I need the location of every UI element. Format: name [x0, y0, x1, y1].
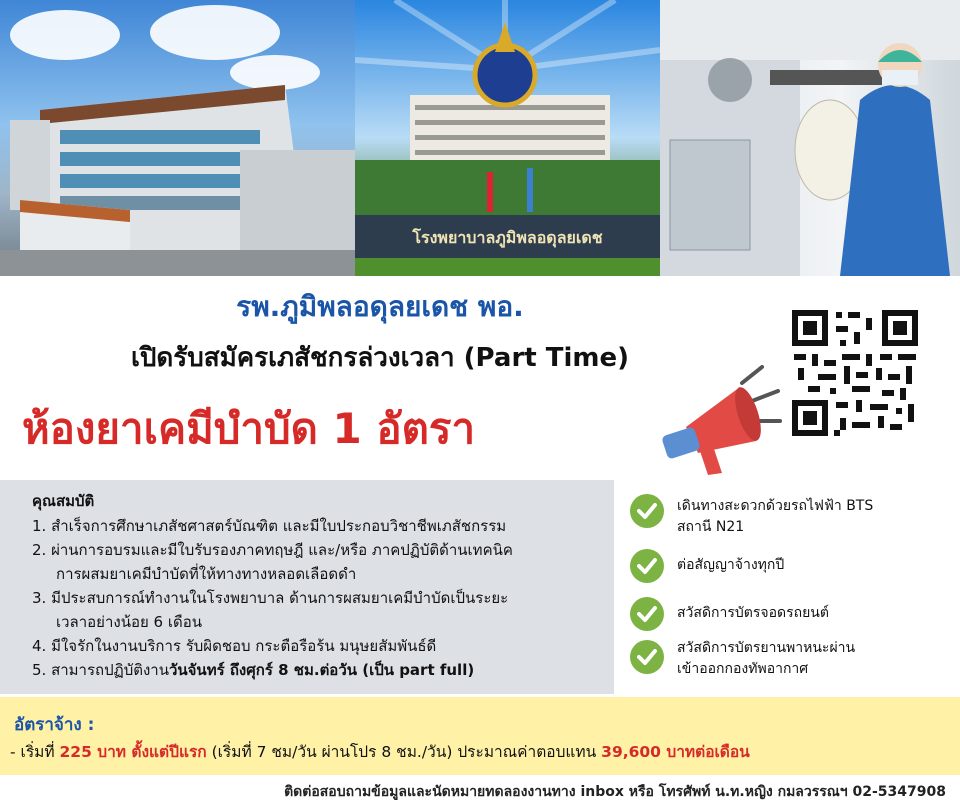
qualification-item: 1. สำเร็จการศึกษาเภสัชศาสตร์บัณฑิต และมีใบประกอบวิชาชีพเภสัชกรรม: [32, 517, 507, 535]
check-icon: [630, 549, 664, 583]
benefit-item: เดินทางสะดวกด้วยรถไฟฟ้า BTS สถานี N21: [630, 492, 950, 532]
benefit-item: สวัสดิการบัตรยานพาหนะผ่าน เข้าออกกองทัพอากาศ: [630, 638, 950, 684]
wage-detail: - เริ่มที่ 225 บาท ตั้งแต่ปีแรก (เริ่มที่ 7 ชม/วัน ผ่านโปร 8 ชม./วัน) ประมาณค่าตอบแทน 39,600 บาทต่อเดือน: [10, 743, 750, 761]
qualification-item: 5. สามารถปฏิบัติงานวันจันทร์ ถึงศุกร์ 8 ชม.ต่อวัน (เป็น part full): [32, 661, 475, 679]
hospital-title: รพ.ภูมิพลอดุลยเดช พอ.: [236, 290, 524, 323]
wage-label: อัตราจ้าง :: [14, 715, 95, 735]
lab-illustration: [660, 0, 960, 276]
recruit-subtitle: เปิดรับสมัครเภสัชกรล่วงเวลา (Part Time): [131, 343, 629, 373]
qualification-item: 2. ผ่านการอบรมและมีใบรับรองภาคทฤษฎี และ/หรือ ภาคปฏิบัติด้านเทคนิค: [32, 541, 513, 559]
qualification-item-cont: เวลาอย่างน้อย 6 เดือน: [56, 613, 202, 631]
megaphone-icon: [656, 365, 784, 477]
qualifications-title: คุณสมบัติ: [32, 492, 95, 510]
benefit-item: ต่อสัญญาจ้างทุกปี: [630, 549, 950, 589]
check-icon: [630, 597, 664, 631]
wage-box: [0, 697, 960, 775]
hospital-sign-photo: [355, 0, 660, 276]
check-icon: [630, 640, 664, 674]
check-icon: [630, 494, 664, 528]
contact-line: ติดต่อสอบถามข้อมูลและนัดหมายทดลองงานทาง inbox หรือ โทรศัพท์ น.ท.หญิง กมลวรรณฯ 02-5347908: [284, 784, 946, 800]
qualifications-list: [32, 514, 602, 682]
sign-text: โรงพยาบาลภูมิพลอดุลยเดช: [412, 228, 603, 247]
qr-code: [792, 310, 918, 436]
building-illustration: [0, 0, 355, 276]
qualification-item: 4. มีใจรักในงานบริการ รับผิดชอบ กระตือรือร้น มนุษยสัมพันธ์ดี: [32, 637, 437, 655]
hospital-building-photo: [0, 0, 355, 276]
qualifications-box: [0, 480, 614, 694]
qualification-item-cont: การผสมยาเคมีบำบัดที่ให้ทางทางหลอดเลือดดำ: [56, 565, 357, 583]
position-headline: ห้องยาเคมีบำบัด 1 อัตรา: [22, 404, 476, 453]
pharmacist-lab-photo: [660, 0, 960, 276]
benefit-item: สวัสดิการบัตรจอดรถยนต์: [630, 597, 950, 637]
qualification-item: 3. มีประสบการณ์ทำงานในโรงพยาบาล ด้านการผสมยาเคมีบำบัดเป็นระยะ: [32, 589, 509, 607]
